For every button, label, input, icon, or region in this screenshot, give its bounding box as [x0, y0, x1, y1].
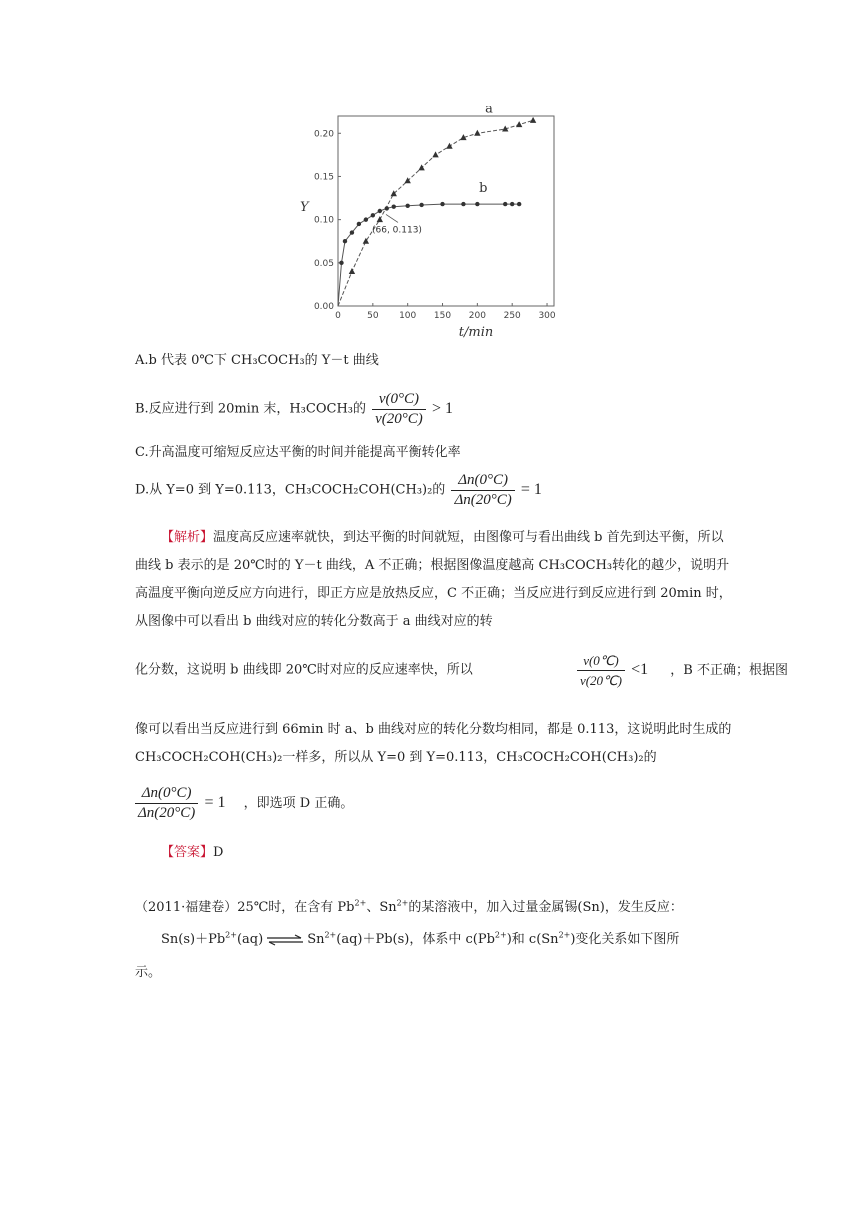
annotation-label: (66, 0.113): [371, 225, 422, 236]
series-a-point: [432, 151, 438, 157]
series-b-point: [385, 206, 389, 210]
series-b-point: [357, 222, 361, 226]
nq-text-7: (aq)＋Pb(s)，体系中 c(Pb: [336, 932, 495, 947]
analysis-fraction-1-numerator: v(0℃): [577, 651, 625, 671]
option-b: [135, 389, 453, 430]
nq-sup-6: 2+: [558, 930, 571, 940]
series-b-point: [364, 217, 368, 221]
option-d-text: D.从 Y=0 到 Y=0.113，CH₃COCH₂COH(CH₃)₂的: [135, 482, 446, 498]
option-c-text: C.升高温度可缩短反应达平衡的时间并能提高平衡转化率: [135, 445, 461, 460]
x-tick-label: 250: [503, 311, 521, 321]
series-a-point: [418, 164, 424, 170]
x-axis-label: t/min: [458, 325, 494, 340]
option-d-fraction: [451, 471, 514, 510]
series-b-label: b: [479, 181, 488, 197]
y-t-chart: [296, 106, 572, 340]
option-d-numerator: Δn(0°C): [451, 471, 514, 491]
analysis-paragraph-1: [135, 524, 735, 636]
option-d-relation: = 1: [520, 481, 542, 498]
series-b-point: [461, 202, 465, 206]
answer-label: 【答案】: [161, 845, 214, 860]
y-tick-label: 0.00: [313, 302, 334, 312]
series-b-point: [343, 239, 347, 243]
nq-text-1: （2011·福建卷）25℃时，在含有 Pb: [135, 900, 355, 915]
y-tick-label: 0.05: [313, 258, 334, 269]
series-b-point: [339, 261, 343, 265]
series-b-point: [350, 230, 354, 234]
analysis-paragraph-2: [135, 648, 788, 693]
analysis-fraction-2-numerator: Δn(0°C): [135, 784, 198, 804]
analysis-paragraph-3: [135, 716, 735, 772]
nq-text-3: 的某溶液中，加入过量金属锡(Sn)，发生反应：: [408, 900, 683, 915]
analysis-fraction-2: [135, 784, 198, 823]
x-tick-label: 150: [433, 311, 452, 321]
equilibrium-arrow-icon: [265, 934, 305, 946]
x-tick-label: 100: [399, 311, 417, 321]
chart-frame: [338, 116, 554, 306]
plot-frame: [338, 116, 554, 306]
option-b-relation: > 1: [431, 400, 453, 417]
analysis-text-4: 像可以看出当反应进行到 66min 时 a、b 曲线对应的转化分数均相同，都是 0.113，这说明此时生成的 CH₃COCH₂COH(CH₃)₂一样多，所以从 Y=0 到 Y=0.113，CH₃COCH₂COH(CH₃)₂的: [135, 722, 732, 765]
analysis-fraction-1: [577, 651, 625, 690]
y-tick-label: 0.15: [313, 172, 334, 183]
series-b-point: [517, 202, 521, 206]
next-question-line-3: [135, 963, 161, 983]
nq-text-2: 、Sn: [366, 900, 397, 915]
series-b-point: [405, 204, 409, 208]
next-question-line-1: [135, 898, 683, 918]
series-a-point: [404, 177, 410, 183]
option-d: [135, 470, 542, 511]
x-tick-label: 50: [367, 311, 379, 321]
next-question-line-2: [161, 930, 679, 950]
series-a-line: [338, 120, 533, 306]
series-b-point: [475, 202, 479, 206]
series-b-point: [378, 209, 382, 213]
nq-text-9: )变化关系如下图所: [570, 932, 680, 947]
nq-sup-5: 2+: [494, 930, 507, 940]
analysis-fraction-1-denominator: v(20℃): [579, 672, 622, 688]
nq-sup-1: 2+: [354, 898, 367, 908]
nq-sup-4: 2+: [324, 930, 337, 940]
series-b-point: [440, 202, 444, 206]
y-tick-label: 0.10: [313, 215, 334, 226]
analysis-paragraph-4: [135, 778, 353, 829]
series-a-point: [349, 268, 355, 274]
answer-line: [161, 843, 223, 863]
series-b-point: [392, 204, 396, 208]
series-b-point: [510, 202, 514, 206]
nq-text-6: Sn: [307, 932, 325, 947]
y-tick-label: 0.20: [313, 129, 334, 140]
series-b-point: [503, 202, 507, 206]
nq-sup-3: 2+: [225, 930, 237, 940]
option-b-fraction: [372, 390, 426, 429]
nq-text-4: Sn(s)＋Pb: [161, 932, 226, 947]
nq-text-8: )和 c(Sn: [506, 932, 559, 947]
nq-text-5: (aq): [236, 932, 264, 947]
option-a-text: A.b 代表 0℃下 CH₃COCH₃的 Y－t 曲线: [135, 353, 379, 368]
series-a-point: [516, 121, 522, 127]
option-d-denominator: Δn(20°C): [454, 491, 512, 508]
option-c: [135, 443, 461, 463]
series-a-point: [377, 216, 383, 222]
analysis-fraction-2-denominator: Δn(20°C): [138, 804, 196, 821]
x-tick-label: 200: [468, 311, 486, 321]
analysis-text-2: 化分数，这说明 b 曲线即 20℃时对应的反应速率快，所以: [135, 662, 473, 678]
option-a: [135, 351, 379, 371]
series-a-point: [446, 143, 452, 149]
analysis-text-5: ，即选项 D 正确。: [243, 795, 354, 811]
y-axis-label: Y: [300, 200, 309, 215]
series-b-point: [371, 213, 375, 217]
analysis-label: 【解析】: [161, 530, 214, 545]
option-b-denominator: v(20°C): [375, 410, 423, 427]
nq-text-10: 示。: [135, 965, 162, 980]
nq-sup-2: 2+: [396, 898, 409, 908]
option-b-numerator: v(0°C): [372, 390, 426, 410]
answer-value: D: [213, 845, 224, 860]
series-b-point: [419, 203, 423, 207]
x-tick-label: 300: [538, 311, 556, 321]
series-a-point: [530, 117, 536, 123]
analysis-fraction-2-relation: = 1: [204, 794, 226, 811]
analysis-text-1: 温度高反应速率就快，到达平衡的时间就短，由图像可与看出曲线 b 首先到达平衡，所以曲线 b 表示的是 20℃时的 Y－t 曲线，A 不正确；根据图像温度越高 CH₃COCH₃转化的越少，说明升高温度平衡向逆反应方向进行，即正方应是放热反应，C 不正确；当反应进行到反应进行到 20min 时，从图像中可以看出 b 曲线对应的转化分数高于 a 曲线对应的转: [135, 530, 732, 629]
analysis-fraction-1-relation: <1: [631, 661, 649, 678]
option-b-text: B.反应进行到 20min 末，H₃COCH₃的: [135, 401, 366, 417]
series-a-point: [474, 130, 480, 136]
analysis-text-3: ，B 不正确；根据图: [670, 662, 788, 678]
annotation-pointer: [386, 214, 398, 222]
series-a-label: a: [485, 106, 493, 117]
x-tick-label: 0: [335, 311, 341, 321]
